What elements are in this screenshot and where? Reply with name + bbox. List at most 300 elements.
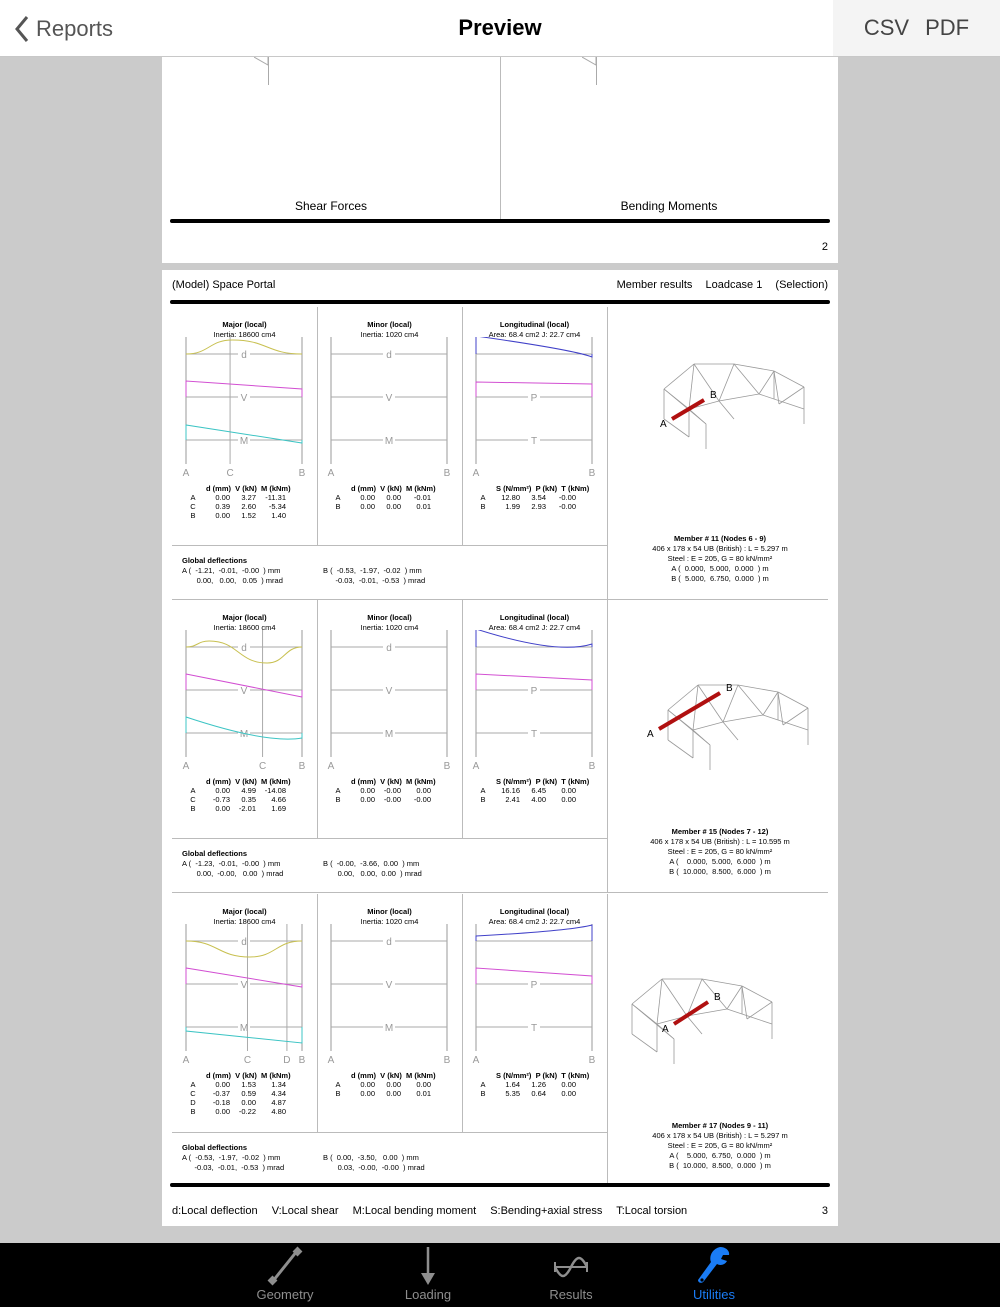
deflection-a-translation: A ( -1.23, -0.01, -0.00 ) mm [182, 859, 281, 868]
axis-label-T: T [530, 436, 538, 447]
row-station: A [480, 493, 486, 502]
row-station: B [190, 1107, 196, 1116]
global-deflections-b [323, 859, 422, 879]
cell-value: 0.00 [561, 1080, 576, 1089]
long-column-subtitle: Area: 68.4 cm2 J: 22.7 cm4 [488, 917, 581, 926]
cell-value: -14.08 [264, 786, 286, 795]
cell-value: 3.27 [241, 493, 256, 502]
deflection-b-translation: B ( -0.53, -1.97, -0.02 ) mm [323, 566, 422, 575]
page-rule [170, 219, 830, 223]
frame-member [747, 1002, 772, 1019]
member-result-block [172, 894, 828, 1187]
cell-value: -0.00 [413, 795, 431, 804]
frame-member [778, 692, 808, 708]
table-rule [172, 1132, 607, 1133]
station-label: C [226, 468, 234, 479]
row-station: B [335, 502, 341, 511]
cell-value: 0.00 [360, 786, 375, 795]
table-row [472, 502, 589, 511]
table-rule [172, 838, 607, 839]
station-label-b: B [443, 761, 451, 772]
row-station: A [480, 1080, 486, 1089]
axis-label-M: M [384, 436, 394, 447]
axis-label-P: P [530, 393, 538, 404]
model-name: (Model) Space Portal [172, 279, 276, 291]
member-coord-b: B ( 5.000, 6.750, 0.000 ) m [671, 574, 769, 583]
deflection-a-translation: A ( -0.53, -1.97, -0.02 ) mm [182, 1153, 281, 1162]
station-label-a: A [327, 1055, 335, 1066]
cell-value: 2.41 [505, 795, 520, 804]
cell-value: 0.00 [215, 511, 230, 520]
frame-member [727, 1009, 772, 1024]
table-header: d (mm) V (kN) M (kNm) [351, 777, 436, 786]
frame-member [664, 419, 689, 437]
member-info [612, 827, 828, 877]
legend-item: V:Local shear [271, 1205, 339, 1217]
cell-value: 1.64 [505, 1080, 520, 1089]
selected-member[interactable] [672, 400, 704, 419]
axis-label-M: M [239, 436, 249, 447]
chevron-left-icon [14, 15, 30, 43]
long-diagram [462, 337, 607, 482]
axis-label-V: V [385, 393, 393, 404]
long-column-subtitle: Area: 68.4 cm2 J: 22.7 cm4 [488, 330, 581, 339]
station-label-a: A [182, 761, 190, 772]
major-diagram [172, 337, 317, 482]
long-diagram [462, 630, 607, 775]
station-label: D [283, 1055, 291, 1066]
table-row [327, 795, 436, 804]
cell-value: -2.01 [238, 804, 256, 813]
cell-value: 0.00 [215, 493, 230, 502]
axis-label-T: T [530, 729, 538, 740]
table-rule [172, 545, 607, 546]
frame-member [734, 364, 774, 371]
member-section: 406 x 178 x 54 UB (British) : L = 10.595 m [650, 837, 790, 846]
navigation-bar [0, 0, 1000, 57]
node-label-a: A [660, 419, 667, 430]
station-label-b: B [298, 1055, 306, 1066]
cell-value: -0.00 [383, 786, 401, 795]
table-row [182, 795, 291, 804]
cell-value: 4.00 [531, 795, 546, 804]
row-station: A [190, 1080, 196, 1089]
page-number: 2 [821, 241, 828, 253]
cell-value: -0.00 [558, 502, 576, 511]
minor-column-subtitle: Inertia: 1020 cm4 [360, 330, 419, 339]
report-page-3 [162, 270, 838, 1226]
cell-value: 0.01 [416, 502, 431, 511]
column-divider [607, 307, 608, 600]
cell-value: 1.69 [271, 804, 286, 813]
tab-results[interactable] [521, 1243, 621, 1307]
member-result-block [172, 600, 828, 893]
minor-diagram [317, 337, 462, 482]
cell-value: 0.00 [215, 804, 230, 813]
cell-value: 1.99 [505, 502, 520, 511]
station-label-b: B [443, 1055, 451, 1066]
station-label-a: A [182, 1055, 190, 1066]
station-label-b: B [298, 468, 306, 479]
member-info [612, 1121, 828, 1171]
footer-rule [170, 1183, 830, 1187]
table-row [472, 786, 589, 795]
member-coord-a: A ( 0.000, 5.000, 6.000 ) m [669, 857, 771, 866]
cell-value: 1.34 [271, 1080, 286, 1089]
major-diagram [172, 630, 317, 775]
table-row [182, 1098, 291, 1107]
cell-value: 0.00 [215, 1080, 230, 1089]
cell-value: 0.00 [416, 1080, 431, 1089]
table-row [182, 1089, 291, 1098]
cell-value: -0.18 [212, 1098, 230, 1107]
table-header: S (N/mm²) P (kN) T (kNm) [496, 484, 590, 493]
axis-label-d: d [241, 937, 247, 948]
table-row [182, 786, 291, 795]
tab-bar [0, 1243, 1000, 1307]
cell-value: 0.00 [360, 493, 375, 502]
global-deflections-title: Global deflections [182, 849, 248, 858]
row-station: B [480, 795, 486, 804]
table-row [327, 1089, 436, 1098]
global-deflections-title: Global deflections [182, 1143, 248, 1152]
arrow-down-icon [408, 1245, 448, 1287]
cell-value: 0.00 [360, 795, 375, 804]
frame-member [759, 394, 804, 409]
long-column-title: Longitudinal (local) [499, 613, 570, 622]
frame-member [759, 371, 774, 394]
cell-value: -0.00 [558, 493, 576, 502]
node-label-b: B [710, 390, 717, 401]
cell-value: -11.31 [265, 493, 286, 502]
long-diagram [462, 924, 607, 1069]
frame-3d-view [612, 924, 828, 1074]
cell-value: 0.01 [416, 1089, 431, 1098]
axis-label-V: V [385, 686, 393, 697]
deflection-a-rotation: -0.03, -0.01, -0.53 ) mrad [182, 1163, 285, 1172]
table-header: d (mm) V (kN) M (kNm) [206, 777, 291, 786]
deflection-a-rotation: 0.00, -0.00, 0.00 ) mrad [182, 869, 284, 878]
row-station: A [335, 786, 341, 795]
cell-value: 1.52 [241, 511, 256, 520]
member-coord-b: B ( 10.000, 8.500, 6.000 ) m [669, 867, 771, 876]
frame-member [687, 1016, 702, 1034]
member-coord-b: B ( 10.000, 8.500, 0.000 ) m [669, 1161, 771, 1170]
member-separator [172, 892, 828, 893]
header-rule [170, 300, 830, 304]
frame-member [742, 986, 772, 1002]
cell-value: 0.00 [561, 786, 576, 795]
minor-column-subtitle: Inertia: 1020 cm4 [360, 917, 419, 926]
csv-button[interactable]: CSV [863, 15, 910, 40]
wrench-icon [694, 1245, 734, 1287]
column-divider [607, 600, 608, 893]
axis-label-V: V [240, 686, 248, 697]
node-label-b: B [714, 992, 721, 1003]
major-column-title: Major (local) [222, 907, 267, 916]
frame-member [734, 364, 759, 394]
global-deflections [182, 556, 283, 586]
wave-icon [551, 1245, 591, 1287]
divider [500, 57, 501, 220]
table-row [472, 1080, 589, 1089]
minor-column-title: Minor (local) [367, 613, 412, 622]
row-station: A [480, 786, 486, 795]
row-station: B [190, 804, 196, 813]
major-column-subtitle: Inertia: 18600 cm4 [213, 330, 276, 339]
frame-3d-view [612, 337, 828, 487]
minor-column-subtitle: Inertia: 1020 cm4 [360, 623, 419, 632]
station-label-b: B [443, 468, 451, 479]
cell-value: 4.87 [271, 1098, 286, 1107]
global-deflections [182, 849, 283, 879]
tab-label: Loading [404, 1287, 452, 1302]
station-label: C [258, 761, 267, 772]
table-row [327, 1080, 436, 1089]
member-material: Steel : E = 205, G = 80 kN/mm² [667, 1141, 773, 1150]
major-results-table [182, 484, 291, 520]
tab-geometry[interactable] [235, 1243, 335, 1307]
row-station: B [335, 795, 341, 804]
export-group [833, 0, 1000, 56]
long-column-title: Longitudinal (local) [499, 320, 570, 329]
cell-value: 2.93 [531, 502, 546, 511]
cell-value: 1.40 [271, 511, 286, 520]
page-number: 3 [821, 1205, 828, 1217]
table-row [327, 502, 436, 511]
member-result-block [172, 307, 828, 600]
cell-value: 0.35 [241, 795, 256, 804]
row-station: B [480, 1089, 486, 1098]
station-label-b: B [298, 761, 306, 772]
tab-loading[interactable] [378, 1243, 478, 1307]
page-header [172, 279, 828, 291]
tab-utilities[interactable] [664, 1243, 764, 1307]
major-column-title: Major (local) [222, 320, 267, 329]
tab-label: Results [549, 1287, 593, 1302]
legend-item: T:Local torsion [616, 1205, 688, 1217]
table-row [182, 502, 291, 511]
cell-value: 4.99 [241, 786, 256, 795]
member-section: 406 x 178 x 54 UB (British) : L = 5.297 m [652, 1131, 788, 1140]
long-results-table [472, 1071, 589, 1098]
station-label-b: B [588, 761, 596, 772]
table-header: d (mm) V (kN) M (kNm) [206, 1071, 291, 1080]
cell-value: 5.35 [505, 1089, 520, 1098]
cell-value: 0.00 [241, 1098, 256, 1107]
deflection-a-rotation: 0.00, 0.00, 0.05 ) mrad [182, 576, 283, 585]
axis-label-d: d [241, 350, 247, 361]
cell-value: -0.37 [212, 1089, 230, 1098]
frame-member [719, 364, 734, 401]
member-title: Member # 15 (Nodes 7 - 12) [671, 827, 769, 836]
selection: (Selection) [775, 279, 828, 291]
row-station: C [190, 502, 196, 511]
station-label-a: A [182, 468, 190, 479]
minor-column-title: Minor (local) [367, 907, 412, 916]
axis-label-M: M [384, 1023, 394, 1034]
major-column-title: Major (local) [222, 613, 267, 622]
station-label-b: B [588, 468, 596, 479]
row-station: B [335, 1089, 341, 1098]
cell-value: 0.00 [386, 502, 401, 511]
table-row [472, 493, 589, 502]
frame-member [738, 685, 763, 715]
cell-value: 1.53 [241, 1080, 256, 1089]
table-header: d (mm) V (kN) M (kNm) [351, 484, 436, 493]
member-section: 406 x 178 x 54 UB (British) : L = 5.297 m [652, 544, 788, 553]
axis-label-d: d [386, 350, 392, 361]
member-icon [265, 1245, 305, 1287]
member-title: Member # 17 (Nodes 9 - 11) [671, 1121, 769, 1130]
minor-column-title: Minor (local) [367, 320, 412, 329]
table-header: d (mm) V (kN) M (kNm) [206, 484, 291, 493]
table-header: S (N/mm²) P (kN) T (kNm) [496, 1071, 590, 1080]
axis-label-d: d [386, 937, 392, 948]
table-row [182, 493, 291, 502]
axis-label-M: M [384, 729, 394, 740]
long-column-title: Longitudinal (local) [499, 907, 570, 916]
minor-diagram [317, 630, 462, 775]
cell-value: 0.00 [561, 1089, 576, 1098]
global-deflections-title: Global deflections [182, 556, 248, 565]
row-station: A [190, 493, 196, 502]
major-column-subtitle: Inertia: 18600 cm4 [213, 917, 276, 926]
row-station: A [190, 786, 196, 795]
cell-value: -0.00 [383, 795, 401, 804]
cell-value: 0.00 [215, 1107, 230, 1116]
frame-3d-view [612, 630, 828, 780]
legend-item: d:Local deflection [172, 1205, 258, 1217]
cell-value: 0.00 [386, 1080, 401, 1089]
axis-label-T: T [530, 1023, 538, 1034]
cell-value: 0.00 [215, 786, 230, 795]
cell-value: 6.45 [531, 786, 546, 795]
station-label-a: A [472, 1055, 480, 1066]
member-coord-a: A ( 0.000, 5.000, 0.000 ) m [671, 564, 769, 573]
deflection-b-rotation: 0.00, 0.00, 0.00 ) mrad [323, 869, 422, 878]
pdf-button[interactable]: PDF [925, 15, 970, 40]
frame-member [702, 979, 742, 986]
cell-value: 0.00 [386, 493, 401, 502]
cell-value: 0.00 [561, 795, 576, 804]
frame-member [693, 722, 723, 730]
station-label-a: A [472, 468, 480, 479]
report-page-2 [162, 57, 838, 263]
frame-member [657, 979, 662, 1024]
cell-value: 0.39 [215, 502, 230, 511]
frame-member [668, 685, 698, 710]
bending-moments-label: Bending Moments [620, 199, 718, 213]
tab-label: Utilities [693, 1287, 735, 1302]
table-row [182, 511, 291, 520]
back-button[interactable] [14, 13, 113, 45]
row-station: D [190, 1098, 196, 1107]
tab-label: Geometry [256, 1287, 314, 1302]
frame-member [763, 692, 778, 715]
major-results-table [182, 777, 291, 813]
stress-line [476, 630, 592, 647]
cell-value: 0.00 [360, 1089, 375, 1098]
station-label-a: A [327, 468, 335, 479]
deflection-b-translation: B ( 0.00, -3.50, 0.00 ) mm [323, 1153, 419, 1162]
cell-value: 4.66 [271, 795, 286, 804]
member-material: Steel : E = 205, G = 80 kN/mm² [667, 554, 773, 563]
cell-value: 4.34 [271, 1089, 286, 1098]
table-header: d (mm) V (kN) M (kNm) [351, 1071, 436, 1080]
loadcase: Loadcase 1 [705, 279, 763, 291]
axis-label-V: V [240, 980, 248, 991]
minor-results-table [327, 484, 436, 511]
page-title: Preview [458, 15, 542, 40]
table-row [327, 493, 436, 502]
axis-label-P: P [530, 686, 538, 697]
row-station: C [190, 1089, 196, 1098]
axis-label-V: V [385, 980, 393, 991]
table-row [182, 804, 291, 813]
table-header: S (N/mm²) P (kN) T (kNm) [496, 777, 590, 786]
station-label-a: A [327, 761, 335, 772]
frame-member [783, 708, 808, 725]
frame-member [727, 986, 742, 1009]
frame-member [632, 979, 662, 1004]
axis-label-d: d [241, 643, 247, 654]
cell-value: 0.00 [360, 502, 375, 511]
global-deflections-b [323, 566, 425, 586]
frame-member [779, 387, 804, 404]
row-station: C [190, 795, 196, 804]
deflection-b-translation: B ( -0.00, -3.66, 0.00 ) mm [323, 859, 420, 868]
frame-member [763, 715, 808, 730]
table-row [182, 1107, 291, 1116]
member-info [612, 534, 828, 584]
node-label-b: B [726, 683, 733, 694]
frame-member [774, 371, 804, 387]
cell-value: 2.60 [241, 502, 256, 511]
frame-member [632, 1034, 657, 1052]
cell-value: 0.00 [416, 786, 431, 795]
station-label-b: B [588, 1055, 596, 1066]
long-column-subtitle: Area: 68.4 cm2 J: 22.7 cm4 [488, 623, 581, 632]
legend [172, 1205, 698, 1217]
report-type: Member results [616, 279, 693, 291]
row-station: B [480, 502, 486, 511]
support-icon [254, 57, 270, 67]
frame-member [723, 722, 738, 740]
table-row [472, 1089, 589, 1098]
frame-member [664, 364, 694, 389]
frame-member [719, 394, 759, 401]
frame-member [668, 740, 693, 758]
cell-value: -5.34 [268, 502, 286, 511]
column-divider [607, 894, 608, 1187]
major-results-table [182, 1071, 291, 1116]
frame-member [723, 715, 763, 722]
frame-member [662, 979, 687, 1016]
station-label-a: A [472, 761, 480, 772]
major-column-subtitle: Inertia: 18600 cm4 [213, 623, 276, 632]
minor-results-table [327, 777, 436, 804]
row-station: A [335, 1080, 341, 1089]
shear-forces-label: Shear Forces [294, 199, 368, 213]
minor-diagram [317, 924, 462, 1069]
cell-value: 0.59 [241, 1089, 256, 1098]
cell-value: -0.73 [212, 795, 230, 804]
long-results-table [472, 777, 589, 804]
station-label: C [243, 1055, 252, 1066]
member-title: Member # 11 (Nodes 6 - 9) [673, 534, 767, 543]
axis-label-P: P [530, 980, 538, 991]
